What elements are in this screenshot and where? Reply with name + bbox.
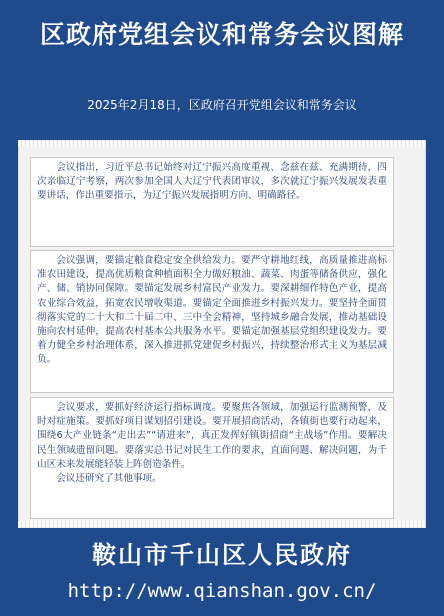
meeting-point-block-1 [30,157,394,247]
footer-organization: 鞍山市千山区人民政府 [92,541,352,569]
meeting-date-subtitle: 2025年2月18日，区政府召开党组会议和常务会议 [87,98,357,112]
paper-top-edge [18,140,426,147]
block-3-paragraph-2: 会议还研究了其他事项。 [56,473,162,485]
page-title: 区政府党组会议和常务会议图解 [39,20,404,49]
block-2-paragraph: 会议强调，要锚定粮食稳定安全供给发力。要严守耕地红线，高质量推进高标准农田建设，提高优质粮食种植面积全力做好粮油、蔬菜、肉蛋等储备供应，强化产、储、销协同保障。要锚定发展乡村富民产业发力。要深耕细作特色产业，提高农业综合效益，拓宽农民增收渠道。要锚定全面推进乡村振兴发力。要坚持全面贯彻落实党的二十大和二十届二中、三中全会精神，坚持城乡融合发展，推动基础设施向农村延伸，提高农村基本公共服务水平。要锚定加强基层党组织建设发力。要着力健全乡村治理体系，深入推进抓党建促乡村振兴，持续整治形式主义为基层减负。 [37,255,387,366]
footer-website-link[interactable]: http://www.qianshan.gov.cn/ [67,580,377,602]
meeting-point-block-3 [30,397,394,519]
block-3-paragraph-1: 会议要求，要抓好经济运行指标调度。要聚焦各领域，加强运行监测预警，及时对症施策。要抓好项目谋划招引建设。要开展招商活动，各镇街也要行动起来，围绕6大产业链条“走出去”“请进来”，真正发挥好镇街招商“主战场”作用。要解决民生领域遗留问题。要落实总书记对民生工作的要求，直面问题、解决问题，为千山区未来发展能轻装上阵创造条件。 [37,402,387,470]
meeting-point-block-2 [30,250,394,393]
block-1-paragraph: 会议指出，习近平总书记始终对辽宁振兴高度重视、念兹在兹、充满期待，四次亲临辽宁考察，两次参加全国人大辽宁代表团审议，多次就辽宁振兴发展发表重要讲话，作出重要指示，为辽宁振兴发展指明方向、明确路径。 [37,162,387,202]
paper-bottom-edge [18,521,426,528]
